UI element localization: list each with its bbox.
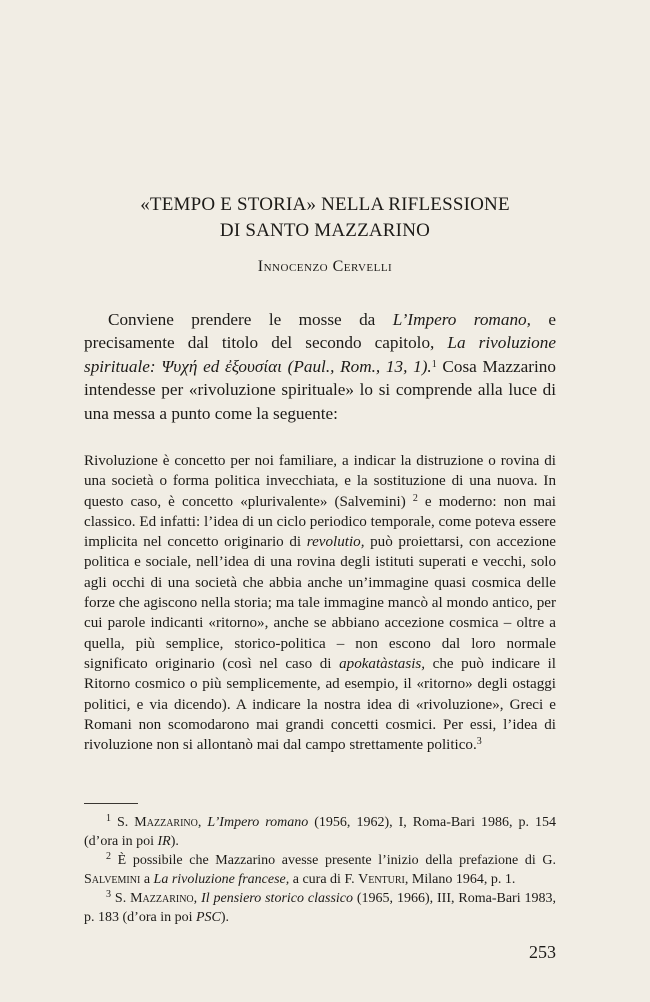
footnote-2 (84, 851, 556, 889)
text-run: e moderno: non mai classico. Ed infatti: l’idea di un ciclo periodico temporale, come poteva essere implicita nel concetto originario di (84, 493, 556, 551)
text-run: che può indicare il Ritorno cosmico o più semplicemente, ad esempio, il «ritorno» degli ostaggi politici, e via dicendo). A indicare la nostra idea di «rivoluzione», Greci e Romani non scomodarono mai grandi concetti cosmici. Per essi, l’idea di rivoluzione non si allontanò mai dal campo strettamente politico. (84, 655, 556, 754)
article-title (60, 192, 590, 244)
footnote-title: La rivoluzione francese, (153, 872, 290, 887)
text-run: Conviene prendere le mosse da (108, 310, 393, 329)
italic-run: revolutio, (306, 534, 365, 551)
footnotes (84, 813, 556, 927)
text-run: può proiettarsi, con accezione politica e sociale, nell’idea di una rovina degli istituti superati e vecchi, solo agli occhi di una società che abbia anche un’immagine quasi cosmica delle forze che agiscono nella storia; ma tale immagine mancò al mondo antico, per cui parole indicanti «ritorno», anche se abbiano accezione cosmica – oltre a quella, più semplice, storico-politica – non escono dal loro normale significato originario (così nel caso di (84, 534, 556, 672)
text-run: a (140, 872, 154, 887)
text-run: ). (220, 910, 230, 925)
footnote-1 (84, 813, 556, 851)
footnote-number: 3 (106, 889, 111, 900)
page-number: 253 (529, 942, 556, 962)
footnote-title: Il pensiero storico classico (201, 891, 353, 906)
text-run: È possibile che Mazzarino avesse presente l’inizio della prefazione di G. (117, 853, 556, 868)
footnote-author: Salvemini (84, 872, 141, 887)
italic-run: apokatàstasis, (339, 655, 426, 672)
text-run: e precisamente dal titolo del secondo capitolo, (84, 310, 556, 353)
text-run: Milano 1964, p. 1. (408, 872, 516, 887)
title-line-2: DI SANTO MAZZARINO (219, 220, 431, 241)
footnote-abbr: PSC (195, 910, 221, 925)
block-quote (84, 451, 556, 755)
footnote-author: S. Mazzarino, (114, 891, 198, 906)
footnote-title: L’Impero romano (207, 815, 309, 830)
footnote-number: 1 (106, 813, 111, 824)
text-run: Rivoluzione è concetto per noi familiare, a indicar la distruzione o rovina di una società o forma politica invecchiata, e la sostituzione di una nuova. In questo caso, è concetto «plurivalente» (Salvemini) (84, 453, 556, 510)
footnote-ref-2[interactable]: 2 (412, 492, 418, 504)
footnote-ref-3[interactable]: 3 (476, 736, 482, 748)
text-run: a cura di F. (289, 872, 359, 887)
footnote-author: Venturi, (358, 872, 409, 887)
opening-paragraph (84, 308, 556, 425)
italic-run: L’Impero romano, (392, 310, 531, 329)
text-run: (1956, 1962), I, Roma-Bari 1986, p. 154 (d’ora in poi (84, 815, 556, 849)
footnote-ref-1[interactable]: 1 (431, 358, 437, 370)
article-author: Innocenzo Cervelli (257, 258, 393, 275)
title-line-1: «TEMPO E STORIA» NELLA RIFLESSIONE (140, 194, 510, 215)
text-run: ). (170, 834, 179, 849)
italic-run: La rivoluzione spirituale: Ψυχή ed ἐξουσίαι (Paul., Rom., 13, 1). (84, 333, 556, 376)
footnote-3 (84, 889, 556, 927)
text-run: Cosa Mazzarino intendesse per «rivoluzione spirituale» lo si comprende alla luce di una messa a punto come la seguente: (84, 356, 556, 423)
footnote-separator (84, 803, 138, 804)
footnote-abbr: IR (157, 834, 171, 849)
footnote-number: 2 (106, 851, 111, 862)
footnote-author: S. Mazzarino, (117, 815, 202, 830)
text-run: (1965, 1966), III, Roma-Bari 1983, p. 183 (d’ora in poi (84, 891, 557, 925)
